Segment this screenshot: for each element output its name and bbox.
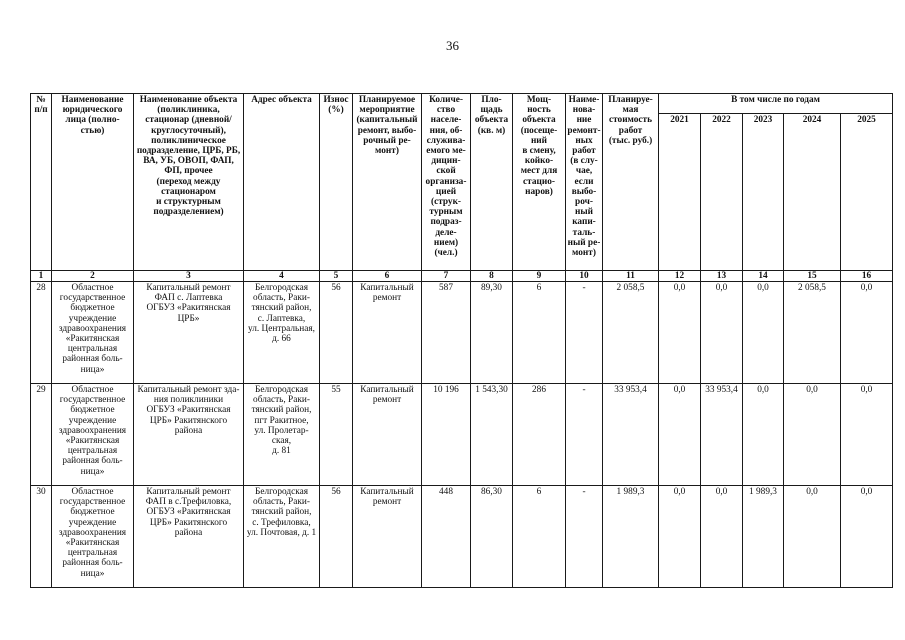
row-number: 30 xyxy=(31,486,52,588)
column-number: 15 xyxy=(784,271,841,282)
column-number: 3 xyxy=(134,271,244,282)
column-number-row xyxy=(31,271,893,282)
header-area: Пло- щадь объекта (кв. м) xyxy=(471,94,513,271)
column-number: 1 xyxy=(31,271,52,282)
year-2022-value: 0,0 xyxy=(701,486,743,588)
wear-percent: 56 xyxy=(320,282,353,384)
planned-cost: 1 989,3 xyxy=(603,486,659,588)
planned-event xyxy=(353,384,422,486)
header-address: Адрес объекта xyxy=(244,94,320,271)
header-population: Количе- ство населе- ния, об- служива- емого ме- дицин- ской организа- цией (струк- турным подраз- деле- нием) (чел.) xyxy=(422,94,471,271)
year-2021-value: 0,0 xyxy=(659,486,701,588)
year-2024-value: 0,0 xyxy=(784,384,841,486)
header-capacity: Мощ- ность объекта (посеще- ний в смену, койко- мест для стацио- наров) xyxy=(513,94,566,271)
object-address-text: Белгородская область, Раки- тянский район, пгт Ракитное, ул. Пролетар- ская, д. 81 xyxy=(251,385,312,457)
planned-event-text: Капитальный ремонт xyxy=(360,283,414,304)
year-2025-value: 0,0 xyxy=(841,282,893,384)
header-cost: Планируе- мая стоимость работ (тыс. руб.) xyxy=(603,94,659,271)
page-number: 36 xyxy=(446,38,459,53)
entity-name xyxy=(52,282,134,384)
population: 448 xyxy=(422,486,471,588)
entity-name-text: Областное государственное бюджетное учреждение здравоохранения «Ракитянская центральная районная боль- ница» xyxy=(58,385,127,477)
entity-name-text: Областное государственное бюджетное учреждение здравоохранения «Ракитянская центральная районная боль- ница» xyxy=(58,283,127,375)
object-address-text: Белгородская область, Раки- тянский район, с. Трефиловка, ул. Почтовая, д. 1 xyxy=(246,487,317,538)
column-number: 5 xyxy=(320,271,353,282)
row-number: 28 xyxy=(31,282,52,384)
column-number: 8 xyxy=(471,271,513,282)
capacity: 6 xyxy=(513,486,566,588)
year-2023-value: 1 989,3 xyxy=(743,486,784,588)
header-wear: Износ (%) xyxy=(320,94,353,271)
table-row xyxy=(31,384,893,486)
column-number: 9 xyxy=(513,271,566,282)
year-2025-value: 0,0 xyxy=(841,384,893,486)
header-year-2024: 2024 xyxy=(784,114,841,271)
table-row xyxy=(31,282,893,384)
header-event: Планируемое мероприятие (капитальный ремонт, выбо- рочный ре- монт) xyxy=(353,94,422,271)
column-number: 2 xyxy=(52,271,134,282)
repair-works: - xyxy=(566,282,603,384)
header-year-2022: 2022 xyxy=(701,114,743,271)
column-number: 12 xyxy=(659,271,701,282)
capacity: 6 xyxy=(513,282,566,384)
wear-percent: 56 xyxy=(320,486,353,588)
planned-cost: 33 953,4 xyxy=(603,384,659,486)
object-name xyxy=(134,384,244,486)
wear-percent: 55 xyxy=(320,384,353,486)
column-number: 14 xyxy=(743,271,784,282)
column-number: 13 xyxy=(701,271,743,282)
planned-event-text: Капитальный ремонт xyxy=(360,487,414,508)
column-number: 16 xyxy=(841,271,893,282)
header-year-2021: 2021 xyxy=(659,114,701,271)
column-number: 11 xyxy=(603,271,659,282)
header-object: Наименование объекта (поликлиника, стационар (дневной/ круглосуточный), поликлиническое подразделение, ЦРБ, РБ, ВА, УБ, ОВОП, ФАП, ФП, прочее (переход между стационаром и структурным подразделением) xyxy=(134,94,244,271)
column-number: 10 xyxy=(566,271,603,282)
object-name xyxy=(134,486,244,588)
year-2024-value: 2 058,5 xyxy=(784,282,841,384)
year-2021-value: 0,0 xyxy=(659,282,701,384)
area: 89,30 xyxy=(471,282,513,384)
population: 10 196 xyxy=(422,384,471,486)
year-2023-value: 0,0 xyxy=(743,384,784,486)
row-number: 29 xyxy=(31,384,52,486)
planned-event xyxy=(353,282,422,384)
header-years-group: В том числе по годам xyxy=(659,94,893,114)
header-year-2025: 2025 xyxy=(841,114,893,271)
repair-works: - xyxy=(566,384,603,486)
year-2024-value: 0,0 xyxy=(784,486,841,588)
object-name-text: Капитальный ремонт ФАП с. Лаптевка ОГБУЗ «Ракитянская ЦРБ» xyxy=(146,283,231,324)
entity-name xyxy=(52,384,134,486)
column-number: 6 xyxy=(353,271,422,282)
area: 86,30 xyxy=(471,486,513,588)
entity-name xyxy=(52,486,134,588)
population: 587 xyxy=(422,282,471,384)
object-name xyxy=(134,282,244,384)
header-num: № п/п xyxy=(31,94,52,271)
table-row xyxy=(31,486,893,588)
object-address xyxy=(244,486,320,588)
header-entity: Наименование юридического лица (полно- стью) xyxy=(52,94,134,271)
year-2022-value: 33 953,4 xyxy=(701,384,743,486)
repair-plan-table xyxy=(30,93,893,588)
year-2022-value: 0,0 xyxy=(701,282,743,384)
header-works: Наиме- нова- ние ремонт- ных работ (в слу- чае, если выбо- роч- ный капи- таль- ный ре- монт) xyxy=(566,94,603,271)
object-name-text: Капитальный ремонт зда- ния поликлиники ОГБУЗ «Ракитянская ЦРБ» Ракитянского района xyxy=(137,385,240,436)
object-name-text: Капитальный ремонт ФАП в с.Трефиловка, ОГБУЗ «Ракитянская ЦРБ» Ракитянского района xyxy=(145,487,232,538)
object-address xyxy=(244,282,320,384)
year-2025-value: 0,0 xyxy=(841,486,893,588)
planned-cost: 2 058,5 xyxy=(603,282,659,384)
year-2023-value: 0,0 xyxy=(743,282,784,384)
header-year-2023: 2023 xyxy=(743,114,784,271)
planned-event-text: Капитальный ремонт xyxy=(360,385,414,406)
column-number: 4 xyxy=(244,271,320,282)
object-address-text: Белгородская область, Раки- тянский район, с. Лаптевка, ул. Центральная, д. 66 xyxy=(248,283,315,345)
object-address xyxy=(244,384,320,486)
capacity: 286 xyxy=(513,384,566,486)
area: 1 543,30 xyxy=(471,384,513,486)
year-2021-value: 0,0 xyxy=(659,384,701,486)
column-number: 7 xyxy=(422,271,471,282)
entity-name-text: Областное государственное бюджетное учреждение здравоохранения «Ракитянская центральная районная боль- ница» xyxy=(58,487,127,579)
repair-works: - xyxy=(566,486,603,588)
planned-event xyxy=(353,486,422,588)
